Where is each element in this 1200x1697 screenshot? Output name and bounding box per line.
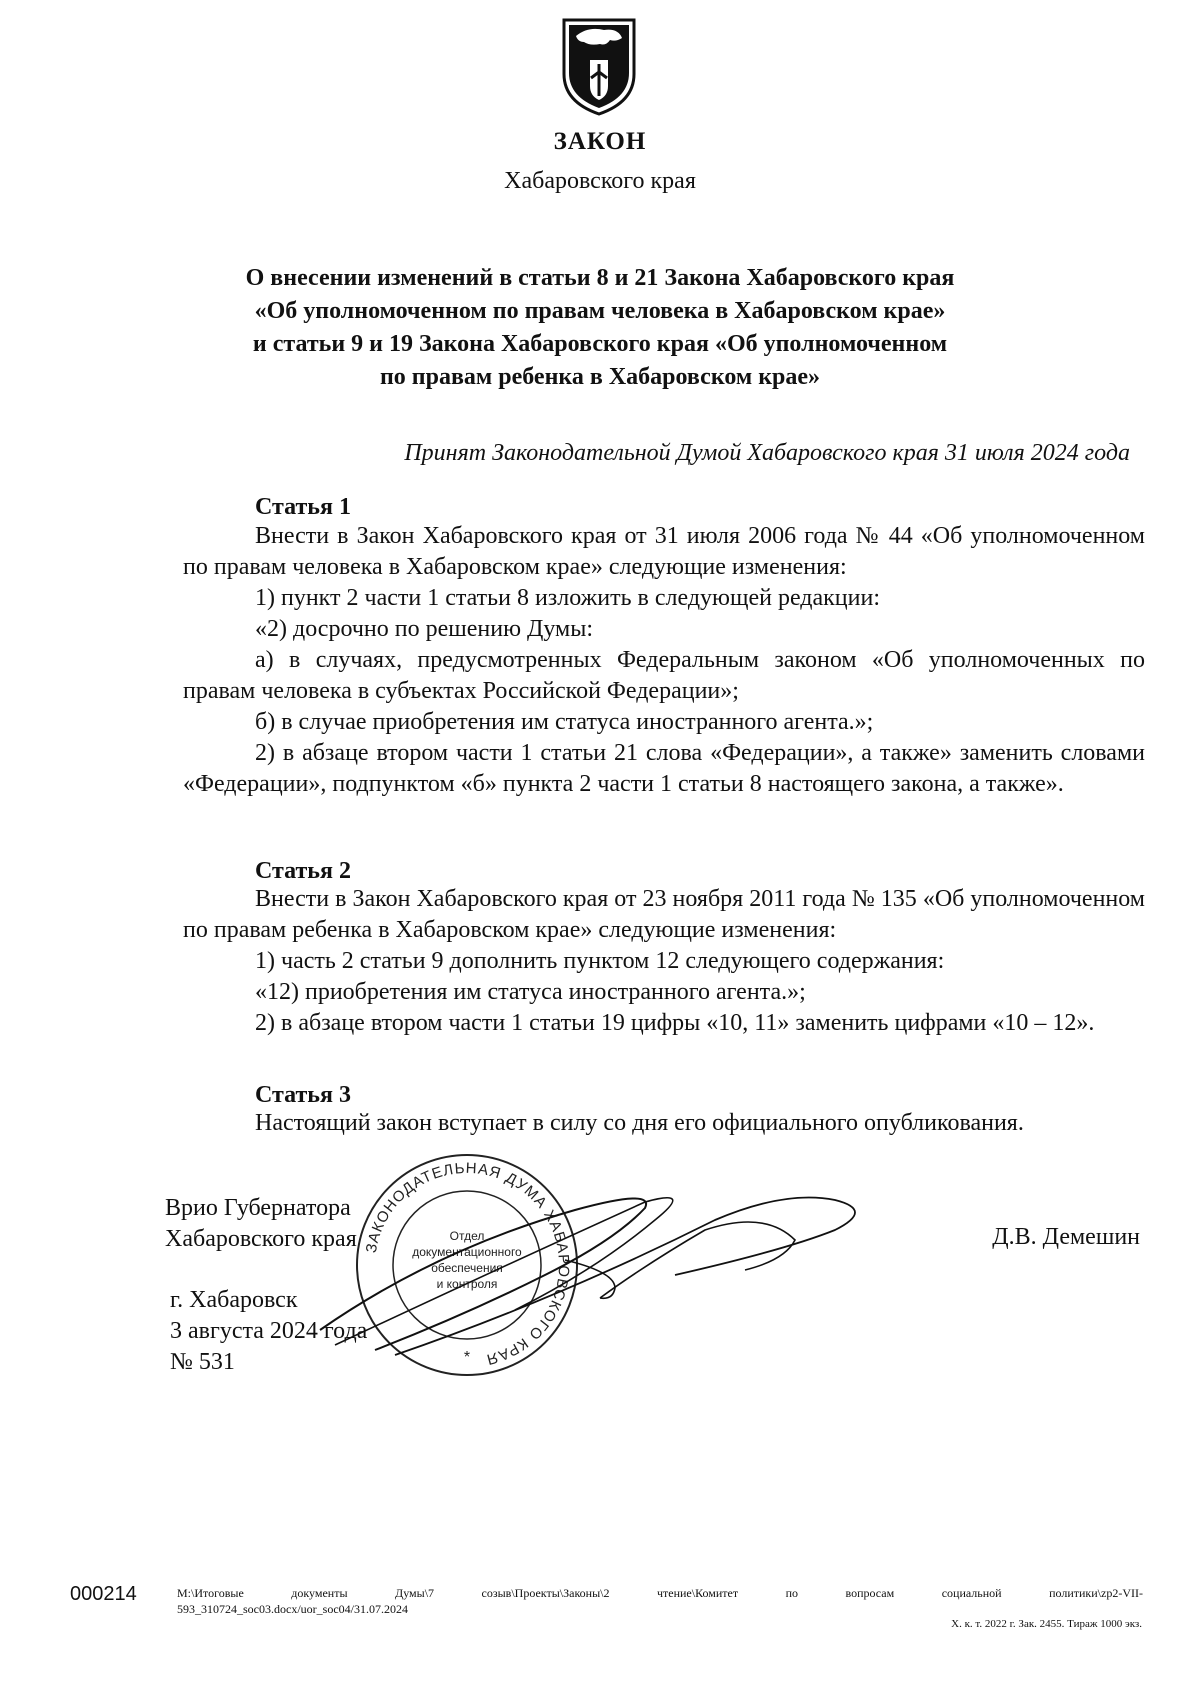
signatory-position-line: Врио Губернатора bbox=[165, 1195, 351, 1221]
stamp-line: документационного bbox=[412, 1245, 522, 1259]
handwritten-signature bbox=[315, 1180, 935, 1420]
article-1-item: 2) в абзаце втором части 1 статьи 21 слова «Федерации», а также» заменить словами «Федерации», подпунктом «б» пункта 2 части 1 статьи 8 настоящего закона, а также». bbox=[183, 740, 1145, 797]
article-1-item: б) в случае приобретения им статуса иностранного агента.»; bbox=[255, 709, 874, 735]
stamp-line: и контроля bbox=[436, 1277, 498, 1291]
article-2-item: 2) в абзаце втором части 1 статьи 19 цифры «10, 11» заменить цифрами «10 – 12». bbox=[255, 1010, 1095, 1036]
article-3-text: Настоящий закон вступает в силу со дня его официального опубликования. bbox=[255, 1110, 1024, 1136]
coat-of-arms-emblem bbox=[560, 16, 638, 116]
stamp-line: обеспечения bbox=[431, 1261, 503, 1275]
file-path-line: M:\Итоговые документы Думы\7 созыв\Проекты\Законы\2 чтение\Комитет по вопросам социальной политики\zp2-VII- bbox=[177, 1586, 1143, 1600]
article-3-body bbox=[183, 1108, 1145, 1139]
article-2-body bbox=[183, 884, 1145, 1039]
subject-line: «Об уполномоченном по правам человека в Хабаровском крае» bbox=[254, 298, 946, 324]
signing-date: 3 августа 2024 года bbox=[170, 1318, 368, 1344]
law-subject-title bbox=[200, 262, 1000, 394]
article-1-item: «2) досрочно по решению Думы: bbox=[255, 616, 594, 642]
subject-line: по правам ребенка в Хабаровском крае» bbox=[379, 364, 821, 390]
article-3-heading: Статья 3 bbox=[255, 1082, 351, 1108]
stamp-star: * bbox=[463, 1349, 471, 1366]
law-title: ЗАКОН bbox=[553, 128, 647, 155]
stamp-ring-text: ЗАКОНОДАТЕЛЬНАЯ ДУМА ХАБАРОВСКОГО КРАЯ bbox=[362, 1159, 573, 1368]
article-2-item: 1) часть 2 статьи 9 дополнить пунктом 12 следующего содержания: bbox=[255, 948, 945, 974]
signatory-position-line: Хабаровского края bbox=[165, 1226, 357, 1252]
stamp-line: Отдел bbox=[449, 1229, 485, 1243]
law-number: № 531 bbox=[170, 1349, 235, 1375]
law-region: Хабаровского края bbox=[504, 168, 696, 194]
article-1-body bbox=[183, 521, 1145, 800]
article-2-item: «12) приобретения им статуса иностранного агента.»; bbox=[255, 979, 806, 1005]
file-path-line: 593_310724_soc03.docx/uor_soc04/31.07.2024 bbox=[177, 1602, 408, 1616]
article-1-item: а) в случаях, предусмотренных Федеральным законом «Об уполномоченных по правам человека в субъектах Российской Федерации»; bbox=[183, 647, 1145, 704]
article-1-item: 1) пункт 2 части 1 статьи 8 изложить в следующей редакции: bbox=[255, 585, 880, 611]
print-info: Х. к. т. 2022 г. Зак. 2455. Тираж 1000 экз. bbox=[951, 1618, 1142, 1630]
signatory-name: Д.В. Демешин bbox=[992, 1224, 1140, 1250]
document-serial-number: 000214 bbox=[70, 1583, 137, 1605]
subject-line: О внесении изменений в статьи 8 и 21 Закона Хабаровского края bbox=[245, 265, 955, 291]
article-2-intro: Внести в Закон Хабаровского края от 23 ноября 2011 года № 135 «Об уполномоченном по правам ребенка в Хабаровском крае» следующие изменения: bbox=[183, 886, 1145, 943]
adoption-note: Принят Законодательной Думой Хабаровского края 31 июля 2024 года bbox=[404, 440, 1130, 466]
article-1-heading: Статья 1 bbox=[255, 494, 351, 520]
subject-line: и статьи 9 и 19 Закона Хабаровского края «Об уполномоченном bbox=[252, 331, 948, 357]
article-2-heading: Статья 2 bbox=[255, 858, 351, 884]
city: г. Хабаровск bbox=[170, 1287, 298, 1313]
article-1-intro: Внести в Закон Хабаровского края от 31 июля 2006 года № 44 «Об уполномоченном по правам человека в Хабаровском крае» следующие изменения: bbox=[183, 523, 1145, 580]
file-path-footer bbox=[177, 1585, 1143, 1617]
